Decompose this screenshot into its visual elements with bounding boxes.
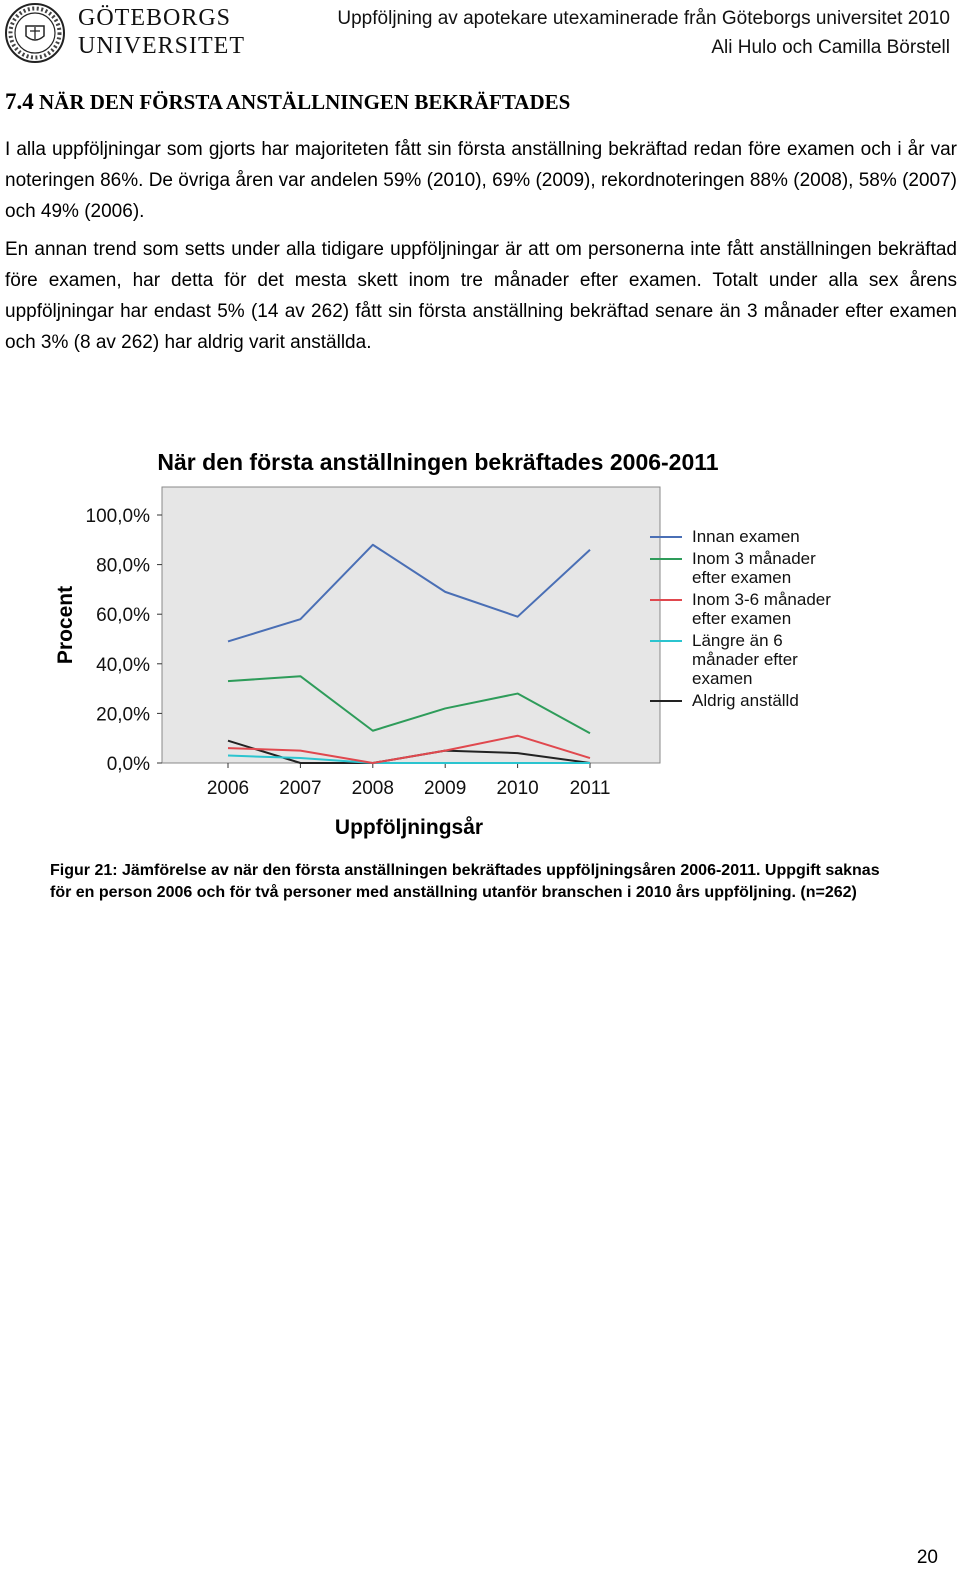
plot-area bbox=[162, 487, 660, 763]
y-tick-label: 20,0% bbox=[96, 704, 150, 726]
running-header bbox=[337, 4, 950, 62]
legend-label: Aldrig anställd bbox=[692, 691, 799, 710]
legend-label: efter examen bbox=[692, 609, 792, 628]
legend-label: månader efter bbox=[692, 650, 798, 669]
university-name-line1: GÖTEBORGS bbox=[78, 5, 232, 31]
section-number: 7.4 bbox=[5, 89, 34, 114]
chart-legend bbox=[650, 527, 831, 710]
y-tick-label: 80,0% bbox=[96, 555, 150, 577]
legend-label: examen bbox=[692, 669, 753, 688]
university-name-line2: UNIVERSITET bbox=[78, 33, 245, 59]
section-title: NÄR DEN FÖRSTA ANSTÄLLNINGEN BEKRÄFTADES bbox=[39, 90, 571, 114]
x-tick-label: 2008 bbox=[351, 778, 394, 799]
y-axis bbox=[86, 506, 162, 775]
page-number: 20 bbox=[916, 1547, 938, 1568]
x-tick-label: 2011 bbox=[569, 778, 611, 799]
y-tick-label: 100,0% bbox=[85, 506, 150, 527]
line-chart bbox=[0, 430, 960, 850]
chart-title: När den första anställningen bekräftades 2006-2011 bbox=[157, 449, 719, 475]
report-title: Uppföljning av apotekare utexaminerade från Göteborgs universitet 2010 bbox=[337, 8, 950, 29]
legend-label: efter examen bbox=[692, 568, 792, 587]
y-tick-label: 0,0% bbox=[106, 754, 150, 775]
legend-label: Innan examen bbox=[692, 527, 800, 546]
figure-caption: Figur 21: Jämförelse av när den första anställningen bekräftades uppföljningsåren 2006-2011. Uppgift saknas för en person 2006 och för två personer med anställning utanför branschen i 2010 års uppföljning. (n=262) bbox=[50, 862, 880, 901]
y-tick-label: 40,0% bbox=[96, 654, 150, 676]
report-authors: Ali Hulo och Camilla Börstell bbox=[711, 37, 950, 58]
legend-label: Inom 3-6 månader bbox=[692, 590, 831, 609]
body-paragraph-2: En annan trend som setts under alla tidigare uppföljningar är att om personerna inte fått anställningen bekräftad före examen, har detta för det mesta skett inom tre månader efter examen. Totalt under alla sex årens uppföljningar har endast 5% (14 av 262) fått sin första anställning bekräftad senare än 3 månader efter examen och 3% (8 av 262) har aldrig varit anställda. bbox=[5, 239, 957, 353]
y-axis-label: Procent bbox=[54, 585, 77, 665]
university-seal-logo bbox=[4, 2, 66, 64]
x-axis bbox=[207, 763, 611, 799]
x-tick-label: 2007 bbox=[279, 778, 322, 799]
university-name bbox=[78, 4, 245, 60]
x-tick-label: 2009 bbox=[424, 778, 467, 799]
body-paragraph-1: I alla uppföljningar som gjorts har majoriteten fått sin första anställning bekräftad redan före examen och i år var noteringen 86%. De övriga åren var andelen 59% (2010), 69% (2009), rekordnoteringen 88% (2008), 58% (2007) och 49% (2006). bbox=[5, 139, 957, 222]
legend-label: Inom 3 månader bbox=[692, 549, 816, 568]
y-tick-label: 60,0% bbox=[96, 605, 150, 627]
x-tick-label: 2006 bbox=[206, 778, 250, 799]
x-tick-label: 2010 bbox=[496, 778, 539, 799]
section-heading bbox=[5, 89, 570, 115]
legend-label: Längre än 6 bbox=[692, 631, 783, 650]
x-axis-label: Uppföljningsår bbox=[334, 816, 484, 839]
